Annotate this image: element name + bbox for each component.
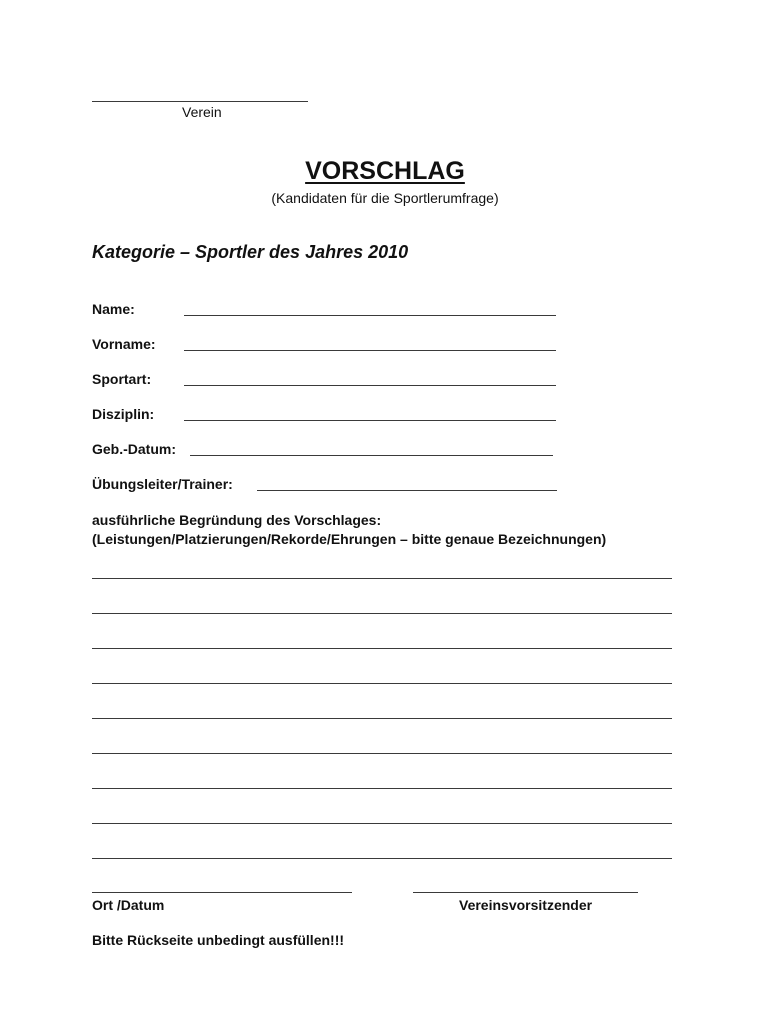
trainer-field-line[interactable] bbox=[257, 490, 557, 491]
reason-line[interactable] bbox=[92, 718, 672, 719]
sport-field-line[interactable] bbox=[184, 385, 556, 386]
category-heading: Kategorie – Sportler des Jahres 2010 bbox=[92, 242, 409, 262]
birth-date-field-line[interactable] bbox=[190, 455, 553, 456]
reason-line[interactable] bbox=[92, 578, 672, 579]
reason-line[interactable] bbox=[92, 648, 672, 649]
first-name-field-line[interactable] bbox=[184, 350, 556, 351]
chairman-signature-line[interactable] bbox=[413, 892, 638, 893]
footer-note: Bitte Rückseite unbedingt ausfüllen!!! bbox=[92, 932, 345, 948]
document-title: VORSCHLAG bbox=[305, 157, 465, 185]
reason-heading-line1: ausführliche Begründung des Vorschlages: bbox=[92, 512, 382, 528]
reason-heading bbox=[92, 511, 606, 549]
reason-line[interactable] bbox=[92, 788, 672, 789]
name-field-line[interactable] bbox=[184, 315, 556, 316]
birth-date-label: Geb.-Datum: bbox=[92, 441, 176, 457]
document-subtitle: (Kandidaten für die Sportlerumfrage) bbox=[271, 190, 499, 206]
discipline-field-line[interactable] bbox=[184, 420, 556, 421]
place-date-label: Ort /Datum bbox=[92, 897, 165, 913]
sport-label: Sportart: bbox=[92, 371, 152, 387]
reason-heading-line2: (Leistungen/Platzierungen/Rekorde/Ehrungen – bitte genaue Bezeichnungen) bbox=[92, 531, 607, 547]
chairman-label: Vereinsvorsitzender bbox=[459, 897, 593, 913]
name-label: Name: bbox=[92, 301, 135, 317]
discipline-label: Disziplin: bbox=[92, 406, 155, 422]
club-label: Verein bbox=[182, 104, 222, 120]
trainer-label: Übungsleiter/Trainer: bbox=[92, 476, 233, 492]
reason-line[interactable] bbox=[92, 753, 672, 754]
reason-line[interactable] bbox=[92, 823, 672, 824]
place-date-line[interactable] bbox=[92, 892, 352, 893]
reason-line[interactable] bbox=[92, 613, 672, 614]
reason-line[interactable] bbox=[92, 858, 672, 859]
first-name-label: Vorname: bbox=[92, 336, 156, 352]
reason-line[interactable] bbox=[92, 683, 672, 684]
club-name-line[interactable] bbox=[92, 101, 308, 102]
